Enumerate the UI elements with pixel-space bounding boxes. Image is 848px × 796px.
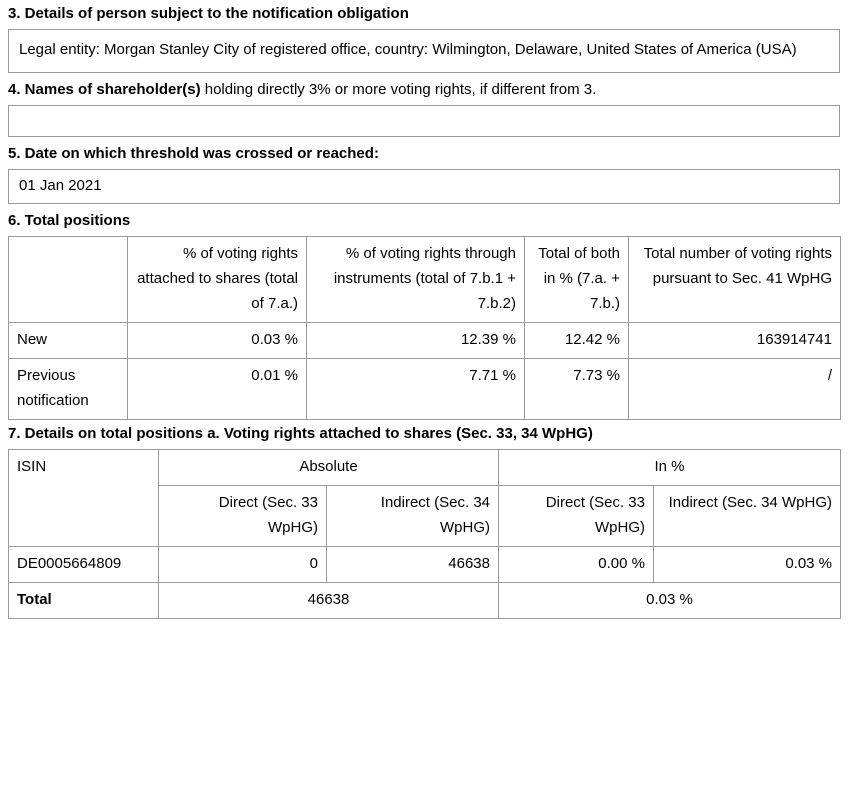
total-label: Total <box>9 583 159 619</box>
section-3-title: 3. Details of person subject to the notification obligation <box>8 5 409 22</box>
table-total-row <box>9 583 841 619</box>
total-absolute: 46638 <box>159 583 499 619</box>
header-cell-total-voting-rights: Total number of voting rights pursuant to Sec. 41 WpHG <box>629 237 841 323</box>
header-cell-isin: ISIN <box>9 450 159 547</box>
row-label-previous-notification: Previous notification <box>9 359 128 420</box>
header-cell-absolute: Absolute <box>159 450 499 486</box>
header-cell-both-pct: Total of both in % (7.a. + 7.b.) <box>525 237 629 323</box>
section-7-title: 7. Details on total positions a. Voting rights attached to shares (Sec. 33, 34 WpHG) <box>8 425 593 442</box>
header-cell-instruments-pct: % of voting rights through instruments (total of 7.b.1 + 7.b.2) <box>307 237 525 323</box>
section-4-value-box[interactable] <box>8 105 840 137</box>
section-3-box <box>8 29 840 73</box>
total-in-pct: 0.03 % <box>499 583 841 619</box>
section-4-title <box>8 80 840 100</box>
table-header-row <box>9 237 841 323</box>
cell-abs-indirect: 46638 <box>327 547 499 583</box>
new-instruments-pct: 12.39 % <box>307 323 525 359</box>
section-5-title: 5. Date on which threshold was crossed or reached: <box>8 145 379 162</box>
section-3-text: Legal entity: Morgan Stanley City of registered office, country: Wilmington, Delaware, United States of America (USA) <box>19 41 797 58</box>
previous-instruments-pct: 7.71 % <box>307 359 525 420</box>
subheader-abs-direct: Direct (Sec. 33 WpHG) <box>159 486 327 547</box>
new-both-pct: 12.42 % <box>525 323 629 359</box>
total-positions-table <box>8 236 841 420</box>
new-total-voting-rights: 163914741 <box>629 323 841 359</box>
cell-pct-direct: 0.00 % <box>499 547 654 583</box>
section-4-title-bold: 4. Names of shareholder(s) <box>8 81 201 98</box>
row-label-new: New <box>9 323 128 359</box>
table-row <box>9 323 841 359</box>
cell-isin-value: DE0005664809 <box>9 547 159 583</box>
new-shares-pct: 0.03 % <box>128 323 307 359</box>
subheader-abs-indirect: Indirect (Sec. 34 WpHG) <box>327 486 499 547</box>
section-6-title: 6. Total positions <box>8 212 131 229</box>
header-cell-in-pct: In % <box>499 450 841 486</box>
previous-shares-pct: 0.01 % <box>128 359 307 420</box>
subheader-pct-direct: Direct (Sec. 33 WpHG) <box>499 486 654 547</box>
cell-abs-direct: 0 <box>159 547 327 583</box>
table-row <box>9 547 841 583</box>
previous-total-voting-rights: / <box>629 359 841 420</box>
table-row <box>9 359 841 420</box>
subheader-pct-indirect: Indirect (Sec. 34 WpHG) <box>654 486 841 547</box>
table-header-row <box>9 450 841 486</box>
previous-both-pct: 7.73 % <box>525 359 629 420</box>
header-cell-shares-pct: % of voting rights attached to shares (total of 7.a.) <box>128 237 307 323</box>
section-5-value-box <box>8 169 840 204</box>
header-cell-blank <box>9 237 128 323</box>
section-5-date-value: 01 Jan 2021 <box>19 177 102 194</box>
voting-rights-shares-table <box>8 449 841 619</box>
cell-pct-indirect: 0.03 % <box>654 547 841 583</box>
section-4-title-rest: holding directly 3% or more voting rights, if different from 3. <box>200 81 597 98</box>
